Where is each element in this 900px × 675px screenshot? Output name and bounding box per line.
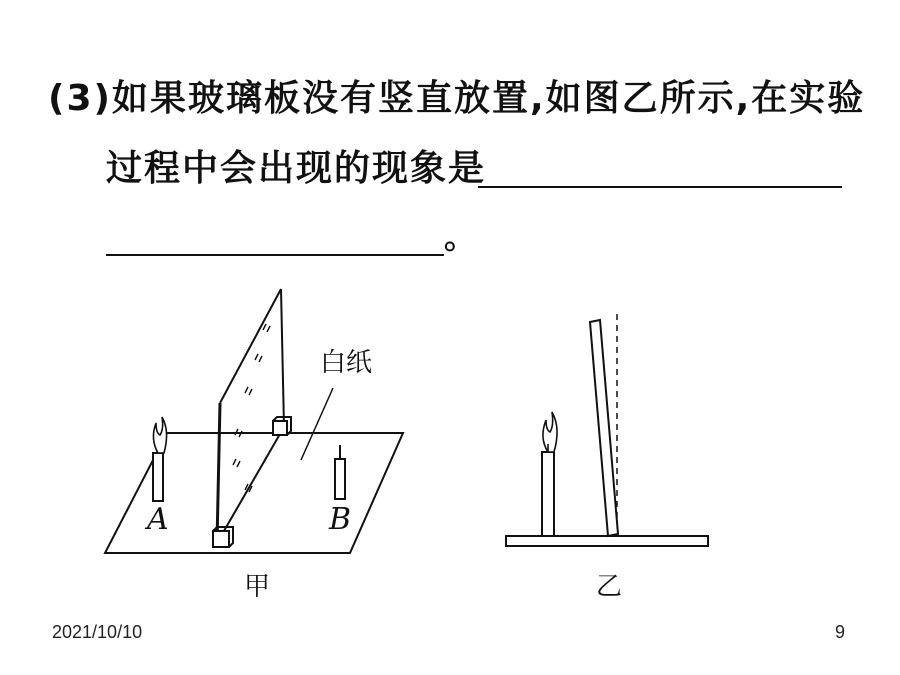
glass-plate-front-edge [217, 403, 220, 543]
glass-plate-top-edge [220, 289, 281, 403]
figure-yi-caption: 乙 [596, 572, 623, 602]
glass-plate-bottom-edge [217, 427, 284, 543]
answer-blank-2[interactable] [106, 254, 444, 256]
candle-a-label: A [147, 502, 169, 537]
glass-hatching [233, 324, 270, 492]
tilted-glass-plate [590, 320, 618, 536]
question-line-2: 过程中会出现的现象是 [106, 148, 487, 189]
footer-page-number: 9 [835, 622, 846, 642]
candle-a-body [153, 453, 163, 501]
footer-date: 2021/10/10 [52, 622, 143, 642]
answer-blank-1[interactable] [478, 186, 842, 188]
paper-label-leader [301, 388, 333, 460]
question-line-1: (3)如果玻璃板没有竖直放置,如图乙所示,在实验 [48, 78, 866, 119]
candle-a-flame [153, 417, 166, 453]
base-board [506, 536, 708, 546]
candle-b-label: B [329, 502, 352, 537]
figure-yi-diagram [500, 310, 720, 610]
plate-support-bottom [213, 531, 229, 547]
plate-support-top [273, 421, 287, 435]
candle-b-body [335, 459, 345, 499]
candle-flame [543, 412, 557, 452]
figure-jia-caption: 甲 [244, 572, 271, 602]
question-end-mark: 。 [444, 218, 477, 256]
paper-label: 白纸 [320, 348, 373, 378]
glass-plate-back-edge [281, 289, 284, 427]
candle-body [542, 452, 554, 536]
